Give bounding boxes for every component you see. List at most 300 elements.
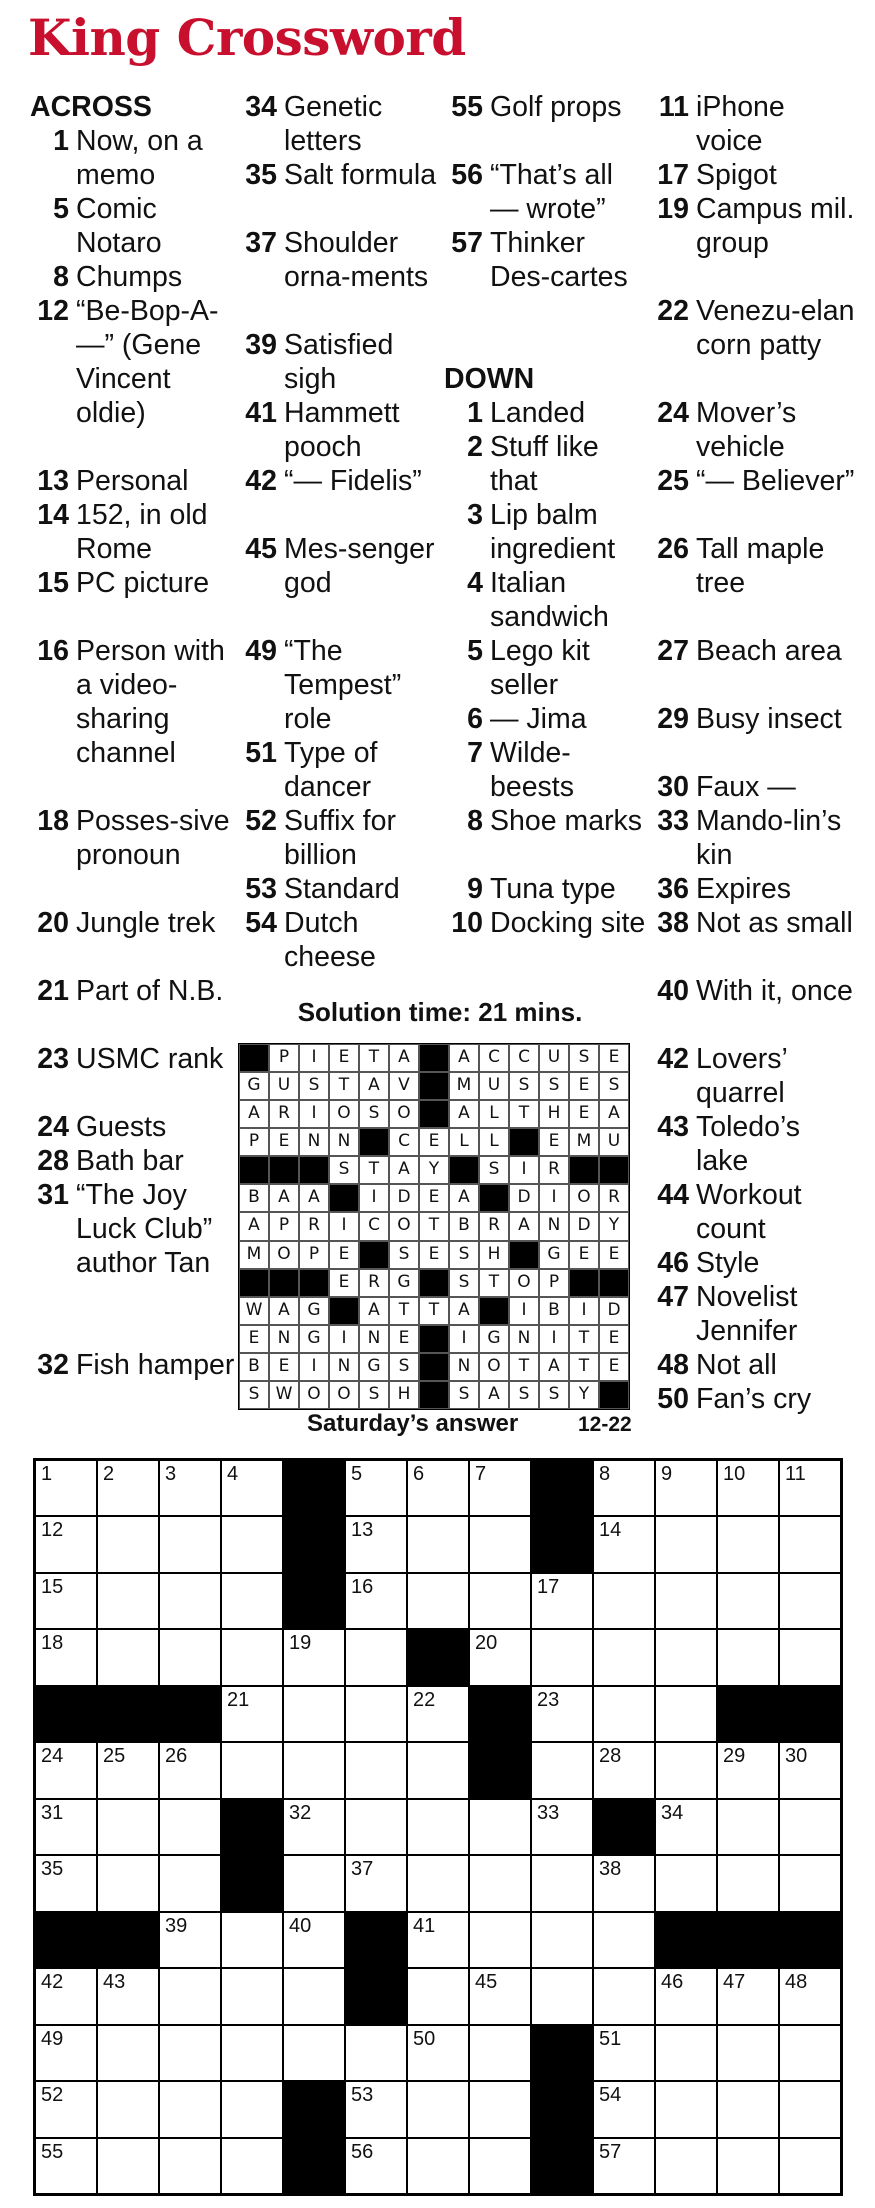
grid-cell[interactable] [407,1516,469,1572]
solution-letter-cell: A [599,1100,629,1128]
grid-cell[interactable] [407,2081,469,2137]
grid-cell[interactable] [655,2081,717,2137]
grid-cell[interactable] [407,1573,469,1629]
grid-cell[interactable] [593,1516,655,1572]
grid-cell[interactable] [779,1742,841,1798]
solution-letter-cell: I [509,1297,539,1325]
cell-number: 57 [599,2140,622,2163]
cell-number: 51 [599,2027,622,2050]
cell-number: 54 [599,2084,622,2107]
grid-cell[interactable] [717,1742,779,1798]
grid-cell[interactable] [593,1460,655,1516]
grid-cell[interactable] [593,1686,655,1742]
solution-black-cell [269,1269,299,1297]
solution-letter-cell: A [539,1353,569,1381]
grid-cell[interactable] [717,2138,779,2194]
grid-cell[interactable] [655,1629,717,1685]
cell-number: 30 [785,1745,808,1768]
grid-cell[interactable] [35,2081,97,2137]
grid-cell[interactable] [159,1799,221,1855]
grid-cell[interactable] [159,1742,221,1798]
grid-cell[interactable] [531,1686,593,1742]
grid-cell[interactable] [159,1855,221,1911]
grid-cell[interactable] [221,1573,283,1629]
grid-cell[interactable] [469,1968,531,2024]
clue-number: 5 [467,635,483,667]
solution-letter-cell: I [509,1156,539,1184]
grid-cell[interactable] [593,2081,655,2137]
grid-cell[interactable] [469,1573,531,1629]
grid-cell[interactable] [779,2138,841,2194]
grid-cell[interactable] [655,1516,717,1572]
solution-letter-cell: O [389,1212,419,1240]
grid-cell[interactable] [717,1460,779,1516]
grid-cell[interactable] [717,1855,779,1911]
clue-text: Fish hamper [76,1349,235,1381]
grid-cell[interactable] [779,1799,841,1855]
grid-cell[interactable] [531,1629,593,1685]
grid-cell[interactable] [531,1855,593,1911]
solution-letter-cell: U [479,1072,509,1100]
grid-cell[interactable] [779,1460,841,1516]
black-square [283,1573,345,1629]
grid-cell[interactable] [345,1799,407,1855]
cell-number: 35 [41,1858,64,1881]
grid-cell[interactable] [469,2138,531,2194]
solution-letter-cell: A [269,1184,299,1212]
clue-item [650,396,855,464]
solution-black-cell [599,1269,629,1297]
grid-cell[interactable] [35,1799,97,1855]
grid-cell[interactable] [593,2025,655,2081]
clue-item [30,566,235,634]
solution-letter-cell: A [389,1044,419,1072]
grid-cell[interactable] [469,1799,531,1855]
solution-letter-cell: B [539,1297,569,1325]
solution-letter-cell: O [569,1184,599,1212]
grid-cell[interactable] [779,1629,841,1685]
grid-cell[interactable] [159,1968,221,2024]
cell-number: 49 [41,2027,64,2050]
grid-cell[interactable] [345,1686,407,1742]
solution-grid [238,1043,630,1410]
clue-text: “— Believer” [696,465,855,497]
grid-cell[interactable] [35,1460,97,1516]
grid-cell[interactable] [655,1968,717,2024]
solution-letter-cell: I [359,1184,389,1212]
solution-letter-cell: E [329,1269,359,1297]
grid-cell[interactable] [779,1855,841,1911]
clue-number: 44 [657,1179,689,1211]
grid-cell[interactable] [779,1968,841,2024]
clue-item [444,906,649,974]
grid-cell[interactable] [221,1742,283,1798]
grid-cell[interactable] [221,1629,283,1685]
grid-cell[interactable] [283,1799,345,1855]
solution-letter-cell: S [449,1269,479,1297]
grid-cell[interactable] [655,1460,717,1516]
grid-cell[interactable] [159,2138,221,2194]
clue-item [650,192,855,294]
clue-text: Dutch cheese [284,907,376,973]
grid-cell[interactable] [407,1912,469,1968]
grid-cell[interactable] [283,1855,345,1911]
black-square [283,1460,345,1516]
grid-cell[interactable] [97,2025,159,2081]
black-square [531,1516,593,1572]
clue-text: Expires [696,873,792,905]
grid-cell[interactable] [469,2081,531,2137]
grid-cell[interactable] [469,1855,531,1911]
grid-cell[interactable] [655,1573,717,1629]
cell-number: 2 [103,1463,115,1485]
clue-number: 8 [467,805,483,837]
clue-text: — Jima [490,703,587,735]
grid-cell[interactable] [717,1573,779,1629]
grid-cell[interactable] [717,2025,779,2081]
grid-cell[interactable] [531,1742,593,1798]
solution-letter-cell: G [389,1269,419,1297]
solution-letter-cell: E [269,1353,299,1381]
grid-cell[interactable] [283,1968,345,2024]
clue-item [650,1042,855,1110]
clue-text: Standard [284,873,400,905]
solution-letter-cell: S [329,1156,359,1184]
solution-letter-cell: L [449,1128,479,1156]
cell-number: 24 [41,1745,64,1768]
solution-letter-cell: C [509,1044,539,1072]
clue-text: Docking site [490,907,646,939]
grid-cell[interactable] [531,1799,593,1855]
clue-number: 57 [451,227,483,259]
solution-letter-cell: S [449,1241,479,1269]
solution-letter-cell: A [359,1072,389,1100]
grid-cell[interactable] [469,2025,531,2081]
grid-cell[interactable] [97,2081,159,2137]
grid-cell[interactable] [407,1968,469,2024]
clue-item [30,804,235,906]
clue-item [650,702,855,770]
grid-cell[interactable] [593,1968,655,2024]
grid-cell[interactable] [283,1686,345,1742]
grid-cell[interactable] [159,1573,221,1629]
black-square [779,1686,841,1742]
clue-number: 9 [467,873,483,905]
grid-cell[interactable] [655,1855,717,1911]
grid-cell[interactable] [35,2025,97,2081]
grid-cell[interactable] [221,2025,283,2081]
grid-cell[interactable] [283,1629,345,1685]
solution-letter-cell: Y [599,1212,629,1240]
grid-cell[interactable] [593,2138,655,2194]
clue-item [238,532,443,634]
grid-cell[interactable] [345,1460,407,1516]
black-square [531,2081,593,2137]
solution-letter-cell: S [509,1072,539,1100]
clue-item [650,1382,855,1416]
grid-cell[interactable] [159,1516,221,1572]
grid-cell[interactable] [159,2081,221,2137]
grid-cell[interactable] [779,2025,841,2081]
clue-number: 28 [37,1145,69,1177]
solution-letter-cell: C [359,1212,389,1240]
cell-number: 26 [165,1745,188,1768]
solution-black-cell [239,1269,269,1297]
solution-letter-cell: A [509,1212,539,1240]
black-square [283,2081,345,2137]
solution-black-cell [569,1269,599,1297]
grid-cell[interactable] [469,1912,531,1968]
solution-letter-cell: E [569,1241,599,1269]
solution-letter-cell: S [539,1381,569,1409]
grid-cell[interactable] [469,1629,531,1685]
grid-cell[interactable] [97,1573,159,1629]
grid-cell[interactable] [779,2081,841,2137]
clue-number: 17 [657,159,689,191]
grid-cell[interactable] [345,1742,407,1798]
clue-text: Guests [76,1111,167,1143]
solution-letter-cell: A [239,1212,269,1240]
grid-cell[interactable] [97,1742,159,1798]
grid-cell[interactable] [407,1799,469,1855]
solution-letter-cell: S [359,1100,389,1128]
clue-text: Stuff like that [490,431,599,497]
solution-black-cell [599,1381,629,1409]
clue-text: Wilde-beests [490,737,574,803]
clue-item [650,1348,855,1382]
grid-cell[interactable] [655,1799,717,1855]
solution-date: 12-22 [578,1413,632,1436]
solution-letter-cell: E [599,1241,629,1269]
solution-letter-cell: G [539,1241,569,1269]
solution-letter-cell: D [569,1212,599,1240]
grid-cell[interactable] [159,1629,221,1685]
solution-letter-cell: E [599,1044,629,1072]
grid-cell[interactable] [655,1742,717,1798]
grid-cell[interactable] [407,2138,469,2194]
grid-cell[interactable] [221,2138,283,2194]
black-square [655,1912,717,1968]
grid-cell[interactable] [345,2138,407,2194]
clue-column [30,90,235,1416]
solution-letter-cell: I [299,1044,329,1072]
solution-letter-cell: N [359,1325,389,1353]
clue-text: Toledo’s lake [696,1111,801,1177]
black-square [283,2138,345,2194]
grid-cell[interactable] [345,1516,407,1572]
grid-cell[interactable] [407,1460,469,1516]
cell-number: 22 [413,1688,436,1711]
solution-letter-cell: R [359,1269,389,1297]
grid-cell[interactable] [469,1460,531,1516]
grid-cell[interactable] [159,2025,221,2081]
clue-text: “— Fidelis” [284,465,422,497]
clue-text: 152, in old Rome [76,499,208,565]
solution-letter-cell: E [419,1184,449,1212]
grid-cell[interactable] [407,1742,469,1798]
clue-text: PC picture [76,567,210,599]
cell-number: 48 [785,1971,808,1994]
solution-letter-cell: E [419,1241,449,1269]
solution-black-cell [419,1381,449,1409]
clue-text: Shoulder orna-ments [284,227,429,293]
grid-cell[interactable] [779,1516,841,1572]
clue-text: Part of N.B. [76,975,224,1007]
grid-cell[interactable] [35,1968,97,2024]
solution-letter-cell: L [479,1100,509,1128]
grid-cell[interactable] [655,2025,717,2081]
clue-item [30,1144,235,1178]
clue-number: 38 [657,907,689,939]
clue-number: 15 [37,567,69,599]
black-square [35,1686,97,1742]
grid-cell[interactable] [221,1912,283,1968]
clue-item [444,90,649,158]
grid-cell[interactable] [345,1855,407,1911]
cell-number: 13 [351,1519,374,1542]
clue-number: 21 [37,975,69,1007]
grid-cell[interactable] [221,1460,283,1516]
grid-cell[interactable] [159,1460,221,1516]
grid-cell[interactable] [97,2138,159,2194]
clue-text: Lovers’ quarrel [696,1043,787,1109]
grid-cell[interactable] [717,1516,779,1572]
clue-number: 55 [451,91,483,123]
grid-cell[interactable] [593,1912,655,1968]
grid-cell[interactable] [35,1573,97,1629]
solution-letter-cell: U [599,1128,629,1156]
clue-number: 33 [657,805,689,837]
solution-black-cell [239,1156,269,1184]
grid-cell[interactable] [407,2025,469,2081]
grid-cell[interactable] [97,1855,159,1911]
clue-text: Bath bar [76,1145,184,1177]
clue-number: 7 [467,737,483,769]
clue-section-heading: DOWN [444,363,535,395]
grid-cell[interactable] [345,1573,407,1629]
grid-cell[interactable] [717,2081,779,2137]
solution-letter-cell: G [299,1325,329,1353]
grid-cell[interactable] [779,1573,841,1629]
grid-cell[interactable] [159,1912,221,1968]
clue-item [650,906,855,974]
clue-item [650,1246,855,1280]
solution-letter-cell: P [239,1128,269,1156]
grid-cell[interactable] [407,1855,469,1911]
solution-letter-cell: A [449,1184,479,1212]
grid-cell[interactable] [345,2081,407,2137]
grid-cell[interactable] [97,1799,159,1855]
clue-item [30,1042,235,1110]
grid-cell[interactable] [35,1516,97,1572]
clue-number: 18 [37,805,69,837]
solution-black-cell [269,1156,299,1184]
clue-section-heading: ACROSS [30,91,152,123]
grid-cell[interactable] [469,1516,531,1572]
grid-cell[interactable] [35,1742,97,1798]
grid-cell[interactable] [35,2138,97,2194]
grid-cell[interactable] [345,2025,407,2081]
black-square [469,1742,531,1798]
cell-number: 10 [723,1463,746,1485]
grid-cell[interactable] [655,1686,717,1742]
solution-letter-cell: L [479,1128,509,1156]
grid-cell[interactable] [717,1799,779,1855]
clue-text: With it, once [696,975,853,1007]
grid-cell[interactable] [717,1968,779,2024]
clue-item [650,532,855,634]
solution-letter-cell: R [299,1212,329,1240]
clue-number: 25 [657,465,689,497]
grid-cell[interactable] [531,1968,593,2024]
clue-text: Mes-senger god [284,533,435,599]
clue-number: 40 [657,975,689,1007]
clue-number: 10 [451,907,483,939]
grid-cell[interactable] [283,1742,345,1798]
grid-cell[interactable] [221,2081,283,2137]
grid-cell[interactable] [283,2025,345,2081]
grid-cell[interactable] [593,1855,655,1911]
cell-number: 52 [41,2084,64,2107]
grid-cell[interactable] [593,1629,655,1685]
grid-cell[interactable] [97,1968,159,2024]
grid-cell[interactable] [283,1912,345,1968]
clue-number: 37 [245,227,277,259]
grid-cell[interactable] [35,1629,97,1685]
clue-item [30,1110,235,1144]
solution-letter-cell: E [389,1325,419,1353]
cell-number: 34 [661,1801,684,1824]
clue-number: 48 [657,1349,689,1381]
clue-item [444,396,649,430]
grid-cell[interactable] [97,1516,159,1572]
grid-cell[interactable] [593,1742,655,1798]
cell-number: 18 [41,1632,64,1655]
solution-black-cell [359,1128,389,1156]
grid-cell[interactable] [655,2138,717,2194]
grid-cell[interactable] [97,1460,159,1516]
clue-number: 45 [245,533,277,565]
clue-text: Spigot [696,159,777,191]
black-square [407,1629,469,1685]
clue-item [30,294,235,464]
solution-letter-cell: C [479,1044,509,1072]
grid-cell[interactable] [221,1686,283,1742]
clue-number: 24 [657,397,689,429]
grid-cell[interactable] [717,1629,779,1685]
solution-time: Solution time: 21 mins. [297,997,583,1027]
solution-letter-cell: I [299,1100,329,1128]
grid-cell[interactable] [531,1912,593,1968]
clue-text: Tuna type [490,873,616,905]
grid-cell[interactable] [221,1968,283,2024]
grid-cell[interactable] [35,1855,97,1911]
spacer [444,328,649,362]
grid-cell[interactable] [531,1573,593,1629]
grid-cell[interactable] [221,1516,283,1572]
cell-number: 47 [723,1971,746,1994]
grid-cell[interactable] [407,1686,469,1742]
solution-letter-cell: E [269,1128,299,1156]
grid-cell[interactable] [345,1629,407,1685]
grid-cell[interactable] [593,1573,655,1629]
solution-letter-cell: I [299,1353,329,1381]
solution-letter-cell: N [269,1325,299,1353]
cell-number: 45 [475,1971,498,1994]
cell-number: 5 [351,1463,363,1485]
grid-cell[interactable] [97,1629,159,1685]
clue-number: 31 [37,1179,69,1211]
